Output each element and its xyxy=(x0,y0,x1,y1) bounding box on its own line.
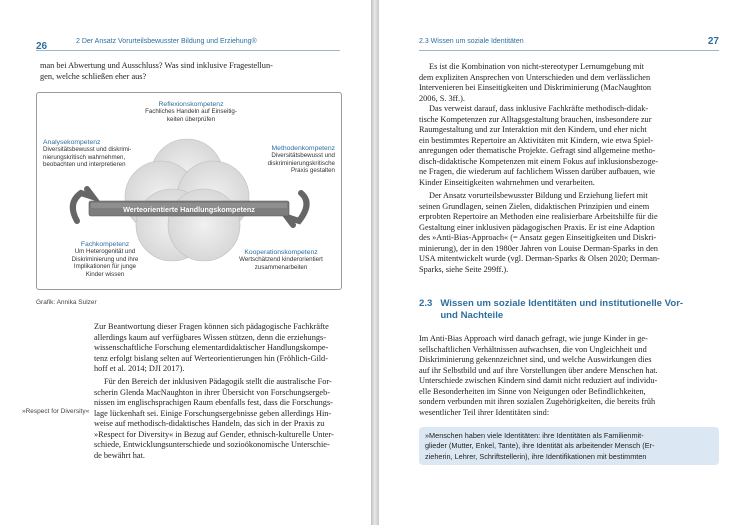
text-line: seinen Grundlagen, seinen Zielen, didaktischen Prinzipien und einem xyxy=(419,201,650,211)
left-header xyxy=(36,36,340,50)
text-line: USA mitentwickelt wurde (vgl. Derman-Sparks & Olsen 2020; Derman- xyxy=(419,254,660,263)
text-line: lage lückenhaft sei. Einige Forschungsergebnisse geben allerdings Hin- xyxy=(94,408,332,418)
text-line: nissen im englischsprachigen Raum ebenfalls fest, dass die Forschungs- xyxy=(94,398,333,407)
text-line: Unterschiede zwischen Kindern sind damit nicht reduziert auf individu- xyxy=(419,376,658,385)
competency-title: Kooperationskompetenz xyxy=(244,249,318,256)
text-line: man bei Abwertung und Ausschluss? Was sind inklusive Fragestellun- xyxy=(40,61,273,70)
competency-figure xyxy=(36,92,342,290)
text-line: 2006, S. 3ff.). xyxy=(419,93,465,103)
competency-kooperation: Kooperationskompetenz Wertschätzend kinderorientiert zusammenarbeiten xyxy=(225,249,337,271)
figure-credit: Grafik: Annika Sulzer xyxy=(36,299,97,306)
quote-box xyxy=(419,427,719,465)
heading-line: und Nachteile xyxy=(419,310,504,321)
heading-line: 2.3 Wissen um soziale Identitäten und institutionelle Vor- xyxy=(419,298,684,309)
text-line: Diskriminierung gekennzeichnet sind, und welche Auswirkungen dies xyxy=(419,355,652,364)
right-paragraph-2 xyxy=(419,104,719,188)
right-page xyxy=(379,0,750,525)
competency-analyse: Analysekompetenz Diversitätsbewusst und diskrimi- nierungskritisch wahrnehmen, beobachten und interpretieren xyxy=(43,139,153,169)
text-line: Im Anti-Bias Approach wird danach gefragt, wie junge Kinder in ge- xyxy=(419,334,648,343)
book-gutter xyxy=(371,0,379,525)
running-title: 2 Der Ansatz Vorurteilsbewusster Bildung und Erziehung® xyxy=(76,38,257,45)
intro-text xyxy=(40,61,340,82)
text-line: gen, welche schließen eher aus? xyxy=(40,71,147,81)
text-line: des »Anti-Bias-Approach« (= Ansatz gegen Einseitigkeiten und Diskri- xyxy=(419,233,657,242)
center-label: Werteorientierte Handlungskompetenz xyxy=(123,205,255,214)
text-line: Es ist die Kombination von nicht-stereotyper Lernumgebung mit xyxy=(429,62,644,71)
header-rule xyxy=(419,50,719,51)
text-line: Der Ansatz vorurteilsbewusster Bildung und Erziehung liefert mit xyxy=(429,191,648,200)
competency-title: Fachkompetenz xyxy=(80,241,130,248)
text-line: elle Besonderheiten im Sinne von Neigungen oder Befindlichkeiten, xyxy=(419,386,646,396)
text-line: Intervenieren bei Einseitigkeiten und Diskriminierung (MacNaughton xyxy=(419,83,652,92)
text-line: dem expliziten Ansprechen von Unterschieden und dem verlässlichen xyxy=(419,72,651,82)
text-line: wissenschaftliche Forschung elementardidaktischer Handlungskompe- xyxy=(94,343,329,352)
text-line: sellschaftlichen Verhältnissen aufwachsen, die von Ungleichheit und xyxy=(419,344,647,354)
text-line: schiede, Entwicklungsunterschiede und sozioökonomische Unterschie- xyxy=(94,440,330,449)
section-heading xyxy=(419,298,719,322)
section-paragraph xyxy=(419,334,719,418)
text-line: Gestaltung einer inklusiven pädagogischen Praxis. Er ist eine Adaption xyxy=(419,222,655,232)
text-line: allerdings kaum auf verfügbares Wissen stützen, denn die erziehungs- xyxy=(94,332,326,342)
text-line: Das verweist darauf, dass inklusive Fachkräfte methodisch-didak- xyxy=(429,104,649,113)
text-line: weise auf methodisch-didaktisches Handeln, das sich in der Praxis zu xyxy=(94,419,325,428)
right-paragraph-1 xyxy=(419,62,719,104)
text-line: auf ihr Selbstbild und auf ihre Vorstellungen über andere Menschen hat. xyxy=(419,365,658,375)
competency-methoden: Methodenkompetenz Diversitätsbewusst und diskriminierungskritische Praxis gestalten xyxy=(243,145,335,175)
text-line: ein bestimmtes Repertoire an Aktivitäten mit Kindern, wie etwa Spiel- xyxy=(419,135,654,145)
competency-reflexion: Reflexionskompetenz Fachliches Handeln auf Einseitig- keiten überprüfen xyxy=(141,101,241,123)
text-line: de bewährt hat. xyxy=(94,450,145,460)
text-line: tenz erfolgt bislang selten auf Werteorientierungen hin (Fröhlich-Gild- xyxy=(94,353,328,363)
text-line: »Respect for Diversity« in Bezug auf Gender, ethnisch-kulturelle Unter- xyxy=(94,429,334,439)
page-number: 26 xyxy=(36,41,48,52)
text-line: Sparks, siehe Seite 299ff.). xyxy=(419,264,509,274)
competency-title: Methodenkompetenz xyxy=(271,145,335,152)
quote-line: glieder (Mutter, Enkel, Tante), ihre Identität als arbeitender Mensch (Er- xyxy=(425,441,655,451)
right-header xyxy=(419,36,719,50)
paragraph-1 xyxy=(94,322,340,375)
margin-note: »Respect for Diversity« xyxy=(22,408,90,415)
text-line: tische Kompetenzen zur Alltagsgestaltung brauchen, insbesondere zur xyxy=(419,114,652,124)
running-title: 2.3 Wissen um soziale Identitäten xyxy=(419,38,524,45)
text-line: Zur Beantwortung dieser Fragen können sich pädagogische Fachkräfte xyxy=(94,322,329,331)
competency-title: Reflexionskompetenz xyxy=(158,101,224,108)
text-line: ne Fragen, die wiederum auf fachlichem Wissen darüber aufbauen, wie xyxy=(419,167,656,176)
page-number: 27 xyxy=(707,36,719,47)
text-line: disch-didaktische Kompetenzen mit einem Fokus auf inklusionsbezoge- xyxy=(419,156,659,166)
text-line: wesentlicher Teil ihrer Identitäten sind: xyxy=(419,407,550,417)
competency-fach: Fachkompetenz Um Heterogenität und Diskriminierung und ihre Implikationen für junge Kinder wissen xyxy=(55,241,155,278)
text-line: sondern verbunden mit ihren sozialen Zugehörigkeiten, die bereits früh xyxy=(419,397,656,406)
header-rule xyxy=(36,50,340,51)
text-line: Für den Bereich der inklusiven Pädagogik stellt die australische For- xyxy=(104,377,332,386)
text-line: hoff et al. 2014; DJI 2017). xyxy=(94,364,185,373)
left-page xyxy=(0,0,371,525)
text-line: scherin Glenda MacNaughton in ihrer Übersicht von Forschungsergeb- xyxy=(94,387,331,397)
right-paragraph-3 xyxy=(419,191,719,275)
text-line: anregungen oder thematische Projekte. Gefragt sind allgemeine metho- xyxy=(419,146,656,155)
text-line: Kinder Einseitigkeiten wahrnehmen und verarbeiten. xyxy=(419,177,595,187)
quote-line: zieherin, Lehrer, Schriftstellerin), ihre Identifikationen mit bestimmten xyxy=(425,451,647,461)
quote-line: »Menschen haben viele Identitäten: ihre Identitäten als Familienmit- xyxy=(425,431,644,440)
paragraph-2 xyxy=(94,377,340,461)
text-line: erprobten Repertoire an Methoden eine realisierbare Arbeitshilfe für die xyxy=(419,212,658,221)
competency-title: Analysekompetenz xyxy=(43,139,101,146)
text-line: minierung), der in den 1980er Jahren von Louise Derman-Sparks in den xyxy=(419,243,658,253)
text-line: Raumgestaltung und zur Interaktion mit den Kindern, und eher nicht xyxy=(419,125,647,134)
